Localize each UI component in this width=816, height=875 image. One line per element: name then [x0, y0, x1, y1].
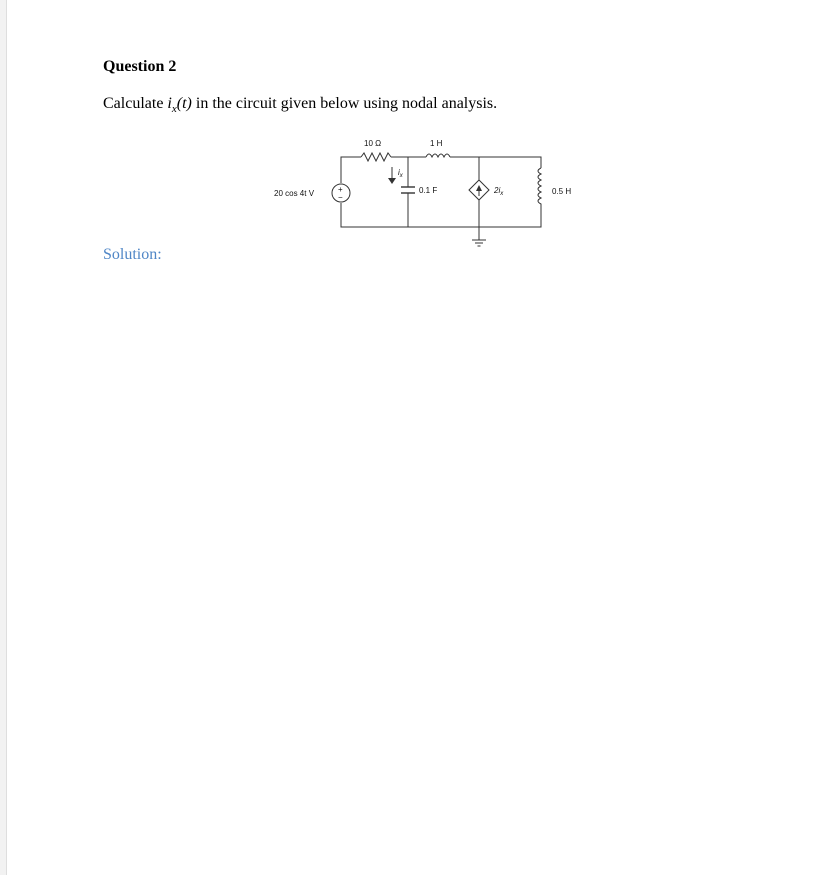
dependent-arrow-head: [476, 185, 482, 191]
capacitor-label: 0.1 F: [419, 186, 438, 195]
question-title: Question 2: [103, 58, 177, 75]
solution-label: Solution:: [103, 246, 162, 263]
problem-statement: [103, 95, 497, 115]
inductor1-label: 1 H: [430, 139, 443, 148]
source-label: 20 cos 4t V: [274, 189, 315, 198]
problem-variable: i: [167, 95, 172, 112]
wire-left-top: [341, 157, 361, 183]
ix-label: $i_x$: [398, 168, 403, 179]
circuit-diagram: [257, 130, 597, 255]
resistor: [361, 153, 391, 161]
inductor-05h: [538, 168, 541, 206]
ix-arrow-head: [388, 178, 396, 184]
inductor-1h: [426, 154, 450, 157]
resistor-label: 10 Ω: [364, 139, 382, 148]
problem-subscript: x: [171, 103, 177, 116]
problem-prefix: Calculate: [103, 95, 168, 112]
wire-left-bottom: [341, 203, 408, 227]
problem-argument: (t): [176, 95, 192, 112]
source-minus: −: [338, 193, 343, 202]
document-page: [6, 0, 816, 875]
source-plus: +: [338, 185, 343, 194]
inductor2-label: 0.5 H: [552, 187, 572, 196]
wire-bottom: [408, 206, 541, 227]
problem-suffix: in the circuit given below using nodal analysis.: [191, 95, 498, 112]
wire-l1-right: [450, 157, 541, 168]
dependent-source-label: $2i_x$: [494, 186, 504, 197]
